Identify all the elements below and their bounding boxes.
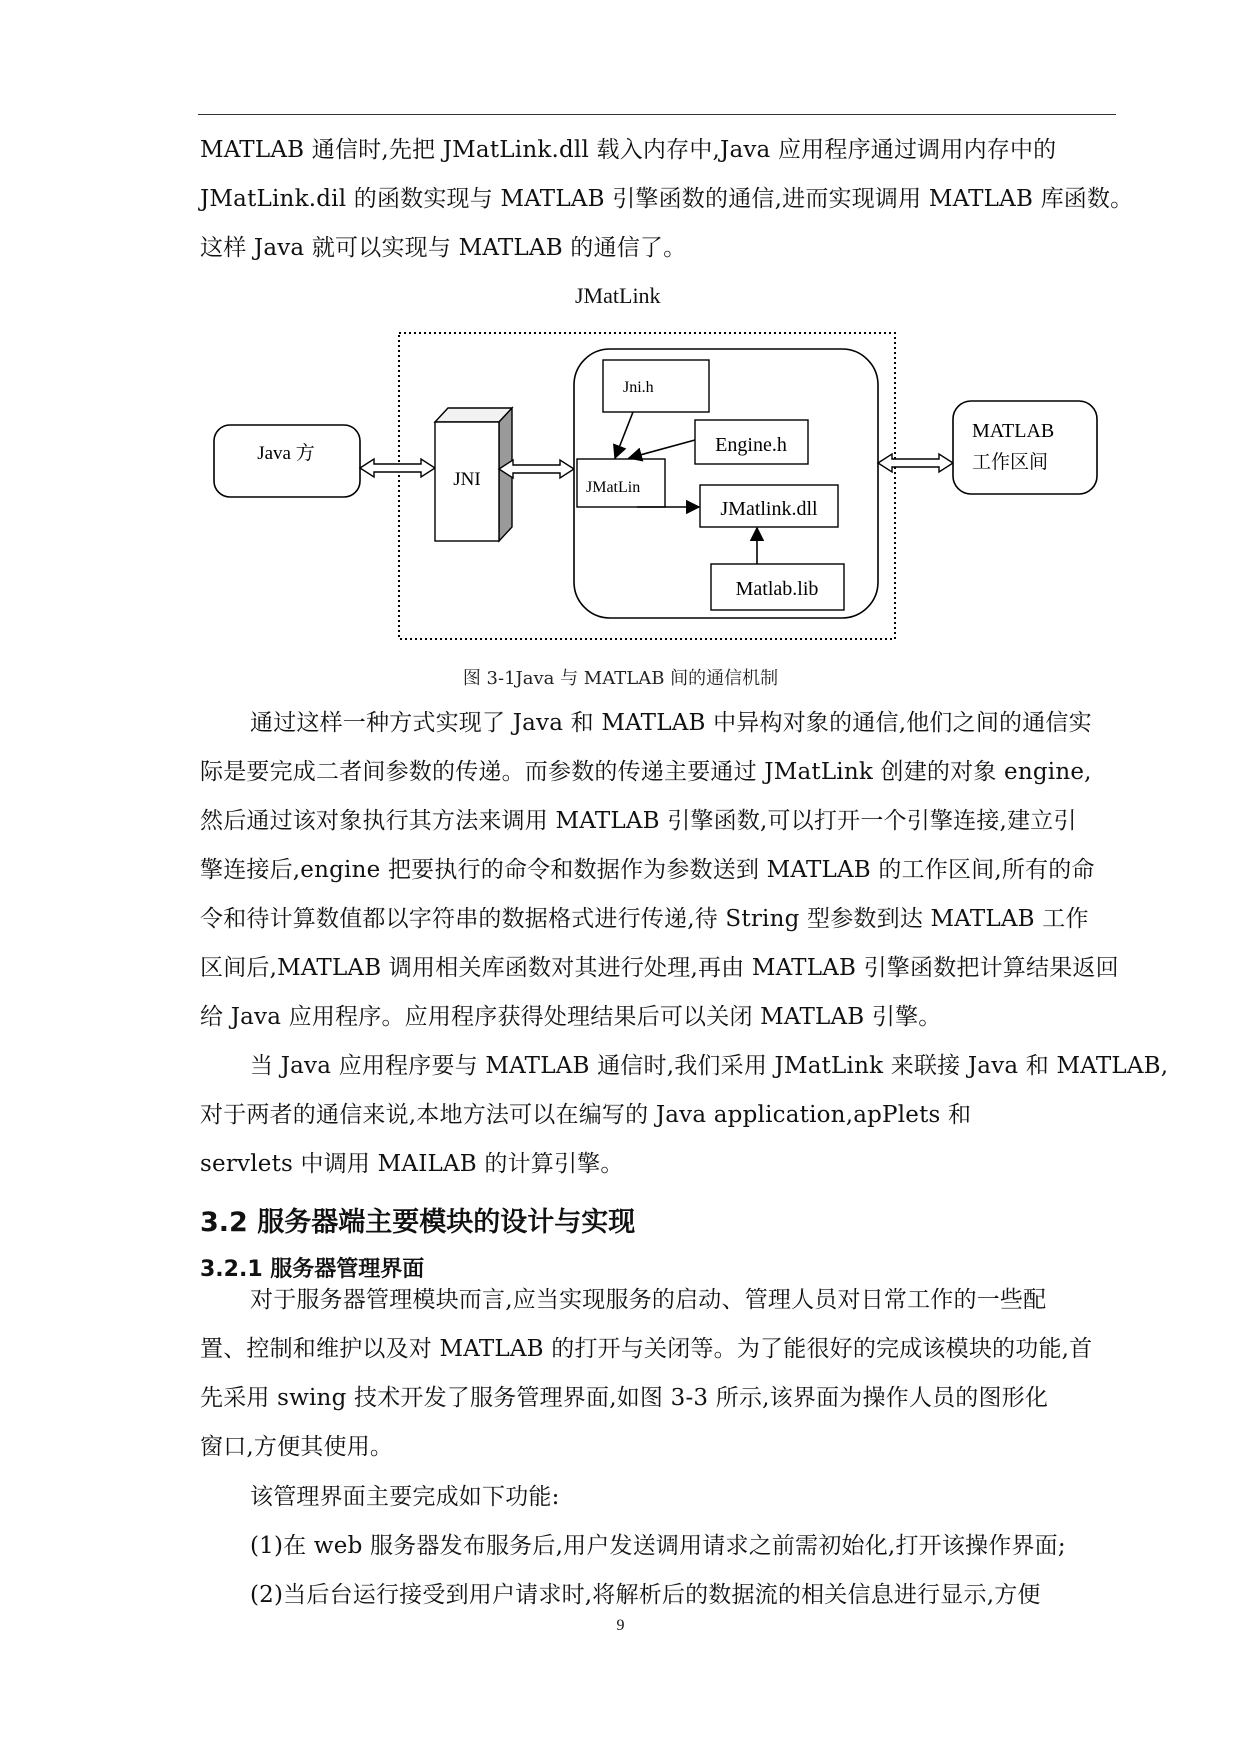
body-paragraph-2 [200,1042,1169,1189]
jmatlink-dll-label: JMatlink.dll [720,498,818,520]
jmatlink-diagram [0,0,1241,700]
text-line: 区间后,MATLAB 调用相关库函数对其进行处理,再由 MATLAB 引擎函数把计算结果返回 [200,955,1119,981]
text-line: 先采用 swing 技术开发了服务管理界面,如图 3-3 所示,该界面为操作人员的图形化 [200,1385,1049,1411]
text-line: 置、控制和维护以及对 MATLAB 的打开与关闭等。为了能很好的完成该模块的功能,首 [200,1336,1093,1362]
inner-matlab-double-arrow [878,454,953,472]
page-number: 9 [616,1617,625,1634]
engine-h-label: Engine.h [715,434,787,456]
matlab-workspace-box [953,401,1097,494]
body-paragraph-4 [200,1473,1116,1620]
subsection-heading: 3.2.1 服务器管理界面 [200,1257,425,1282]
text-line: 擎连接后,engine 把要执行的命令和数据作为参数送到 MATLAB 的工作区间,所有的命 [200,857,1095,883]
jni-label: JNI [453,469,481,490]
text-line: 然后通过该对象执行其方法来调用 MATLAB 引擎函数,可以打开一个引擎连接,建立引 [200,808,1077,834]
matlab-label: MATLAB [972,420,1055,442]
text-line: (1)在 web 服务器发布服务后,用户发送调用请求之前需初始化,打开该操作界面; [250,1533,1066,1559]
body-paragraph-3 [200,1276,1116,1472]
section-heading: 3.2 服务器端主要模块的设计与实现 [200,1207,636,1238]
text-line: JMatLink.dil 的函数实现与 MATLAB 引擎函数的通信,进而实现调用 MATLAB 库函数。 [200,186,1134,212]
text-line: 际是要完成二者间参数的传递。而参数的传递主要通过 JMatLink 创建的对象 engine, [200,759,1092,785]
text-line: 对于服务器管理模块而言,应当实现服务的启动、管理人员对日常工作的一些配 [250,1287,1047,1313]
jmatlin-label: JMatLin [586,479,641,496]
matlab-lib-label: Matlab.lib [735,578,819,600]
workspace-label: 工作区间 [972,452,1049,473]
body-paragraph-1 [200,699,1119,1042]
jni-h-label: Jni.h [623,379,654,396]
figure-caption: 图 3-1Java 与 MATLAB 间的通信机制 [462,668,779,689]
text-line: 令和待计算数值都以字符串的数据格式进行传递,待 String 型参数到达 MATLAB 工作 [200,906,1089,932]
text-line: 当 Java 应用程序要与 MATLAB 通信时,我们采用 JMatLink 来联接 Java 和 MATLAB, [250,1053,1169,1079]
jni-inner-double-arrow [499,460,574,478]
text-line: 这样 Java 就可以实现与 MATLAB 的通信了。 [200,235,687,261]
text-line: 该管理界面主要完成如下功能: [250,1484,560,1510]
text-line: MATLAB 通信时,先把 JMatLink.dll 载入内存中,Java 应用程序通过调用内存中的 [200,137,1057,163]
text-line: (2)当后台运行接受到用户请求时,将解析后的数据流的相关信息进行显示,方便 [250,1582,1041,1608]
text-line: 通过这样一种方式实现了 Java 和 MATLAB 中异构对象的通信,他们之间的通信实 [250,710,1092,736]
java-side-label: Java 方 [257,443,315,464]
text-line: 对于两者的通信来说,本地方法可以在编写的 Java application,apPlets 和 [200,1102,972,1128]
text-line: 给 Java 应用程序。应用程序获得处理结果后可以关闭 MATLAB 引擎。 [200,1004,942,1030]
jni-h-box [603,360,709,412]
text-line: servlets 中调用 MAILAB 的计算引擎。 [200,1151,624,1177]
figure-title: JMatLink [575,283,661,308]
text-line: 窗口,方便其使用。 [200,1434,394,1460]
java-jni-double-arrow [360,459,435,477]
